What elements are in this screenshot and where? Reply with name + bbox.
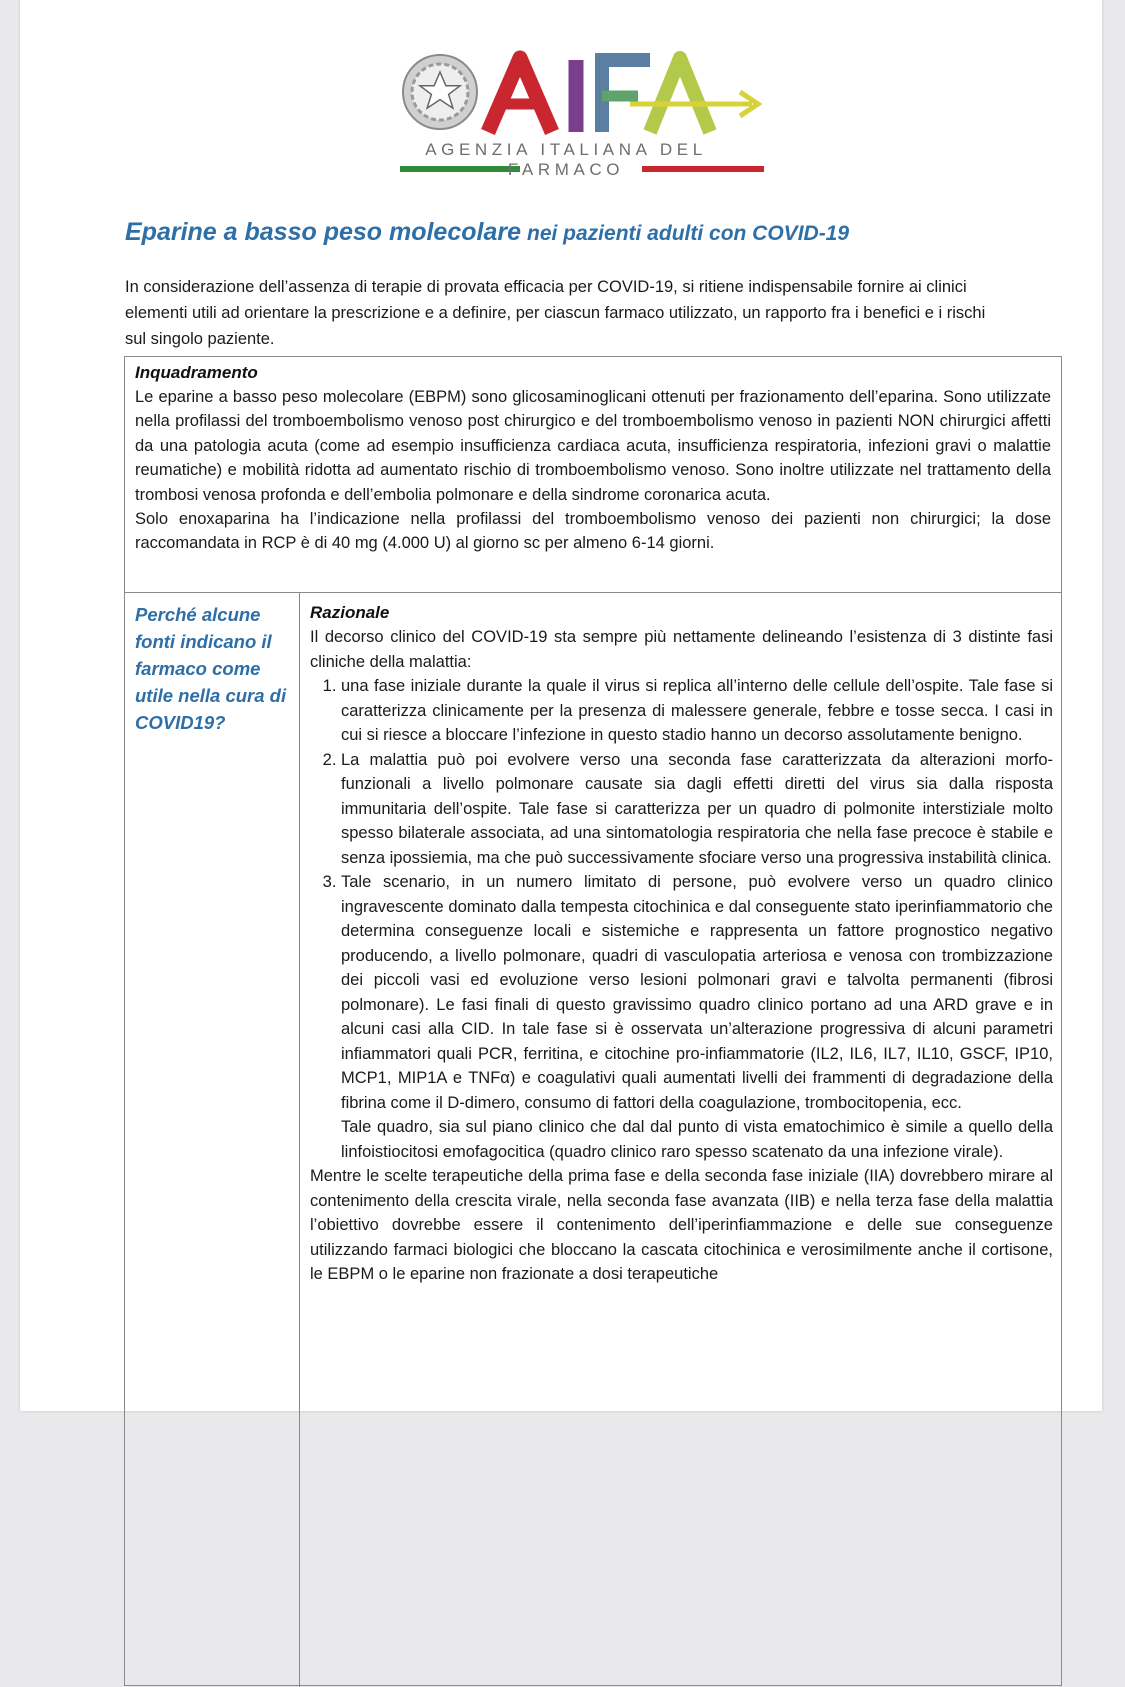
inquadramento-paragraph-2: Solo enoxaparina ha l’indicazione nella profilassi del tromboembolismo venoso dei pazienti non chirurgici; la dose raccomandata in RCP è di 40 mg (4.000 U) al giorno sc per almeno 6-14 giorni.	[135, 510, 1051, 553]
content-table	[124, 356, 1062, 1686]
phase-3-extra: Tale quadro, sia sul piano clinico che dal dal punto di vista ematochimico è simile a quello della linfoistiocitosi emofagocitica (quadro clinico raro spesso scatenato da una infezione virale).	[341, 1118, 1053, 1161]
logo-subtitle: AGENZIA ITALIANA DEL FARMACO	[425, 140, 707, 179]
document-page	[20, 0, 1102, 1411]
razionale-closing: Mentre le scelte terapeutiche della prima fase e della seconda fase iniziale (IIA) dovrebbero mirare al contenimento della crescita virale, nella seconda fase avanzata (IIB) e nella terza fase della malattia l’obiettivo dovrebbe essere il contenimento dell’iperinfiammazione e delle sue conseguenze utilizzando farmaci biologici che bloccano la cascata citochinica e verosimilmente anche il cortisone, le EBPM o le eparine non frazionate a dosi terapeutiche	[310, 1167, 1053, 1283]
page-title	[125, 218, 1025, 247]
razionale-intro: Il decorso clinico del COVID-19 sta sempre più nettamente delineando l’esistenza di 3 distinte fasi cliniche della malattia:	[310, 628, 1053, 671]
aifa-logo	[380, 44, 780, 184]
phase-3-text: Tale scenario, in un numero limitato di persone, può evolvere verso un quadro clinico ingravescente dominato dalla tempesta citochinica e dal conseguente stato iperinfiammatorio che determina conseguenze locali e sistemiche e rappresenta un fattore prognostico negativo producendo, a livello polmonare, quadri di vasculopatia arteriosa e venosa con trombizzazione dei piccoli vasi ed evoluzione verso lesioni polmonari gravi e talvolta permanenti (fibrosi polmonare). Le fasi finali di questo gravissimo quadro clinico portano ad una ARD grave e in alcuni casi alla CID. In tale fase si è osservata un’alterazione progressiva di alcuni parametri infiammatori quali PCR, ferritina, e citochine pro-infiammatorie (IL2, IL6, IL7, IL10, GSCF, IP10, MCP1, MIP1A e TNFα) e coagulativi quali aumentati livelli dei frammenti di degradazione della fibrina come il D-dimero, consumo di fattori della coagulazione, trombocitopenia, ecc.	[341, 873, 1053, 1112]
title-main: Eparine a basso peso molecolare	[125, 218, 521, 246]
inquadramento-heading: Inquadramento	[135, 363, 258, 382]
phase-2-text: La malattia può poi evolvere verso una seconda fase caratterizzata da alterazioni morfo-funzionali a livello polmonare causate sia dagli effetti diretti del virus sia dalla risposta immunitaria dell’ospite. Tale fase si caratterizza per un quadro di polmonite interstiziale molto spesso bilaterale associata, ad una sintomatologia respiratoria che nella fase precoce è stabile e senza ipossiemia, ma che può successivamente sfociare verso una progressiva instabilità clinica.	[341, 750, 1053, 867]
inquadramento-section	[125, 357, 1061, 593]
list-item	[341, 870, 1053, 1164]
razionale-cell	[300, 593, 1063, 1687]
phases-list	[310, 674, 1053, 1164]
list-item	[341, 748, 1053, 871]
phase-1-text: una fase iniziale durante la quale il virus si replica all’interno delle cellule dell’ospite. Tale fase si caratterizza clinicamente per la presenza di malessere generale, febbre e tosse secca. I casi in cui si riesce a bloccare l’infezione in questo stadio hanno un decorso assolutamente benigno.	[341, 677, 1053, 744]
inquadramento-paragraph-1: Le eparine a basso peso molecolare (EBPM) sono glicosaminoglicani ottenuti per frazionamento dell’eparina. Sono utilizzate nella profilassi del tromboembolismo venoso post chirurgico e del tromboembolismo venoso in pazienti NON chirurgici affetti da una patologia acuta (come ad esempio insufficienza cardiaca acuta, insufficienza respiratoria, infezioni gravi o malattie reumatiche) e mobilità ridotta ad aumentato rischio di tromboembolismo venoso. Sono inoltre utilizzate nel trattamento della trombosi venosa profonda e dell’embolia polmonare e della sindrome coronarica acuta.	[135, 388, 1051, 504]
intro-paragraph: In considerazione dell’assenza di terapie di provata efficacia per COVID-19, si ritiene indispensabile fornire ai clinici elementi utili ad orientare la prescrizione e a definire, per ciascun farmaco utilizzato, un rapporto fra i benefici e i rischi sul singolo paziente.	[125, 278, 986, 348]
question-cell: Perché alcune fonti indicano il farmaco come utile nella cura di COVID19?	[125, 593, 300, 1687]
title-sub: nei pazienti adulti con COVID-19	[527, 222, 850, 245]
list-item	[341, 674, 1053, 748]
razionale-heading: Razionale	[310, 603, 390, 622]
